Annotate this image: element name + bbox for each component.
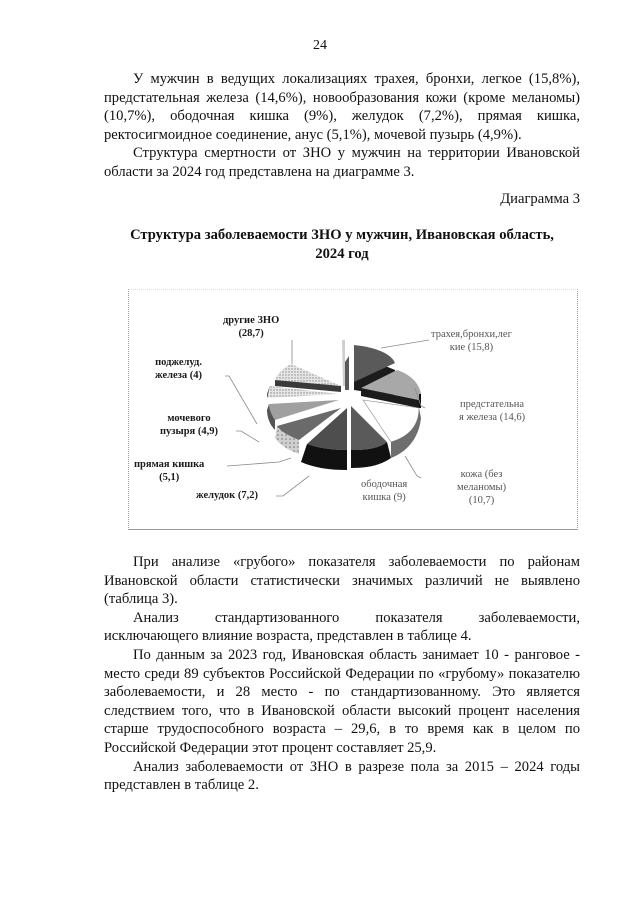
label-bladder: мочевого пузыря (4,9) [160,413,218,437]
diagram-label: Диаграмма 3 [500,191,580,207]
intro-paragraph: У мужчин в ведущих локализациях трахея, бронхи, легкое (15,8%), предстательная железа (14,6%), новообразования кожи (кроме меланомы) (10,7%), ободочная кишка (9%), желудок (7,2%), прямая кишка, ректосигмоидное соединение, анус (5,1%), мочевой пузырь (4,9%). [104,71,580,143]
body-text [104,553,580,795]
page-number: 24 [313,38,327,53]
label-rectum: прямая кишка (5,1) [134,459,205,483]
pie-chart [128,289,578,530]
body-paragraph: Анализ заболеваемости от ЗНО в разрезе пола за 2015 – 2024 годы представлен в таблице 2. [104,758,580,794]
slice-other [275,340,349,392]
intro-text [104,70,580,182]
label-pancreas: поджелуд. железа (4) [155,357,203,381]
label-skin: кожа (без меланомы) (10,7) [457,469,507,506]
chart-title [104,226,580,264]
body-paragraph: При анализе «грубого» показателя заболеваемости по районам Ивановской области статистически значимых различий не выявлено (таблица 3). [104,554,580,608]
chart-title-line: Структура заболеваемости ЗНО у мужчин, Ивановская область, [130,227,554,243]
label-colon: ободочная кишка (9) [361,479,408,503]
label-other: другие ЗНО (28,7) [223,315,280,339]
body-paragraph: Анализ стандартизованного показателя заболеваемости, исключающего влияние возраста, представлен в таблице 4. [104,609,580,645]
label-stomach: желудок (7,2) [196,490,258,501]
label-trachea: трахея,бронхи,лег кие (15,8) [431,329,512,353]
chart-title-line: 2024 год [315,246,369,262]
label-prostate: предстательна я железа (14,6) [459,399,526,423]
intro-paragraph: Структура смертности от ЗНО у мужчин на территории Ивановской области за 2024 год представлена на диаграмме 3. [104,145,580,180]
body-paragraph: По данным за 2023 год, Ивановская область занимает 10 - ранговое - место среди 89 субъектов Российской Федерации по «грубому» показателю заболеваемости, и 28 место - по стандартизованному. Это является следствием того, что в Ивановской области высокий процент населения старше трудоспособного возраста – 29,6, в то время как в целом по Российской Федерации этот процент составляет 25,9. [104,646,580,756]
